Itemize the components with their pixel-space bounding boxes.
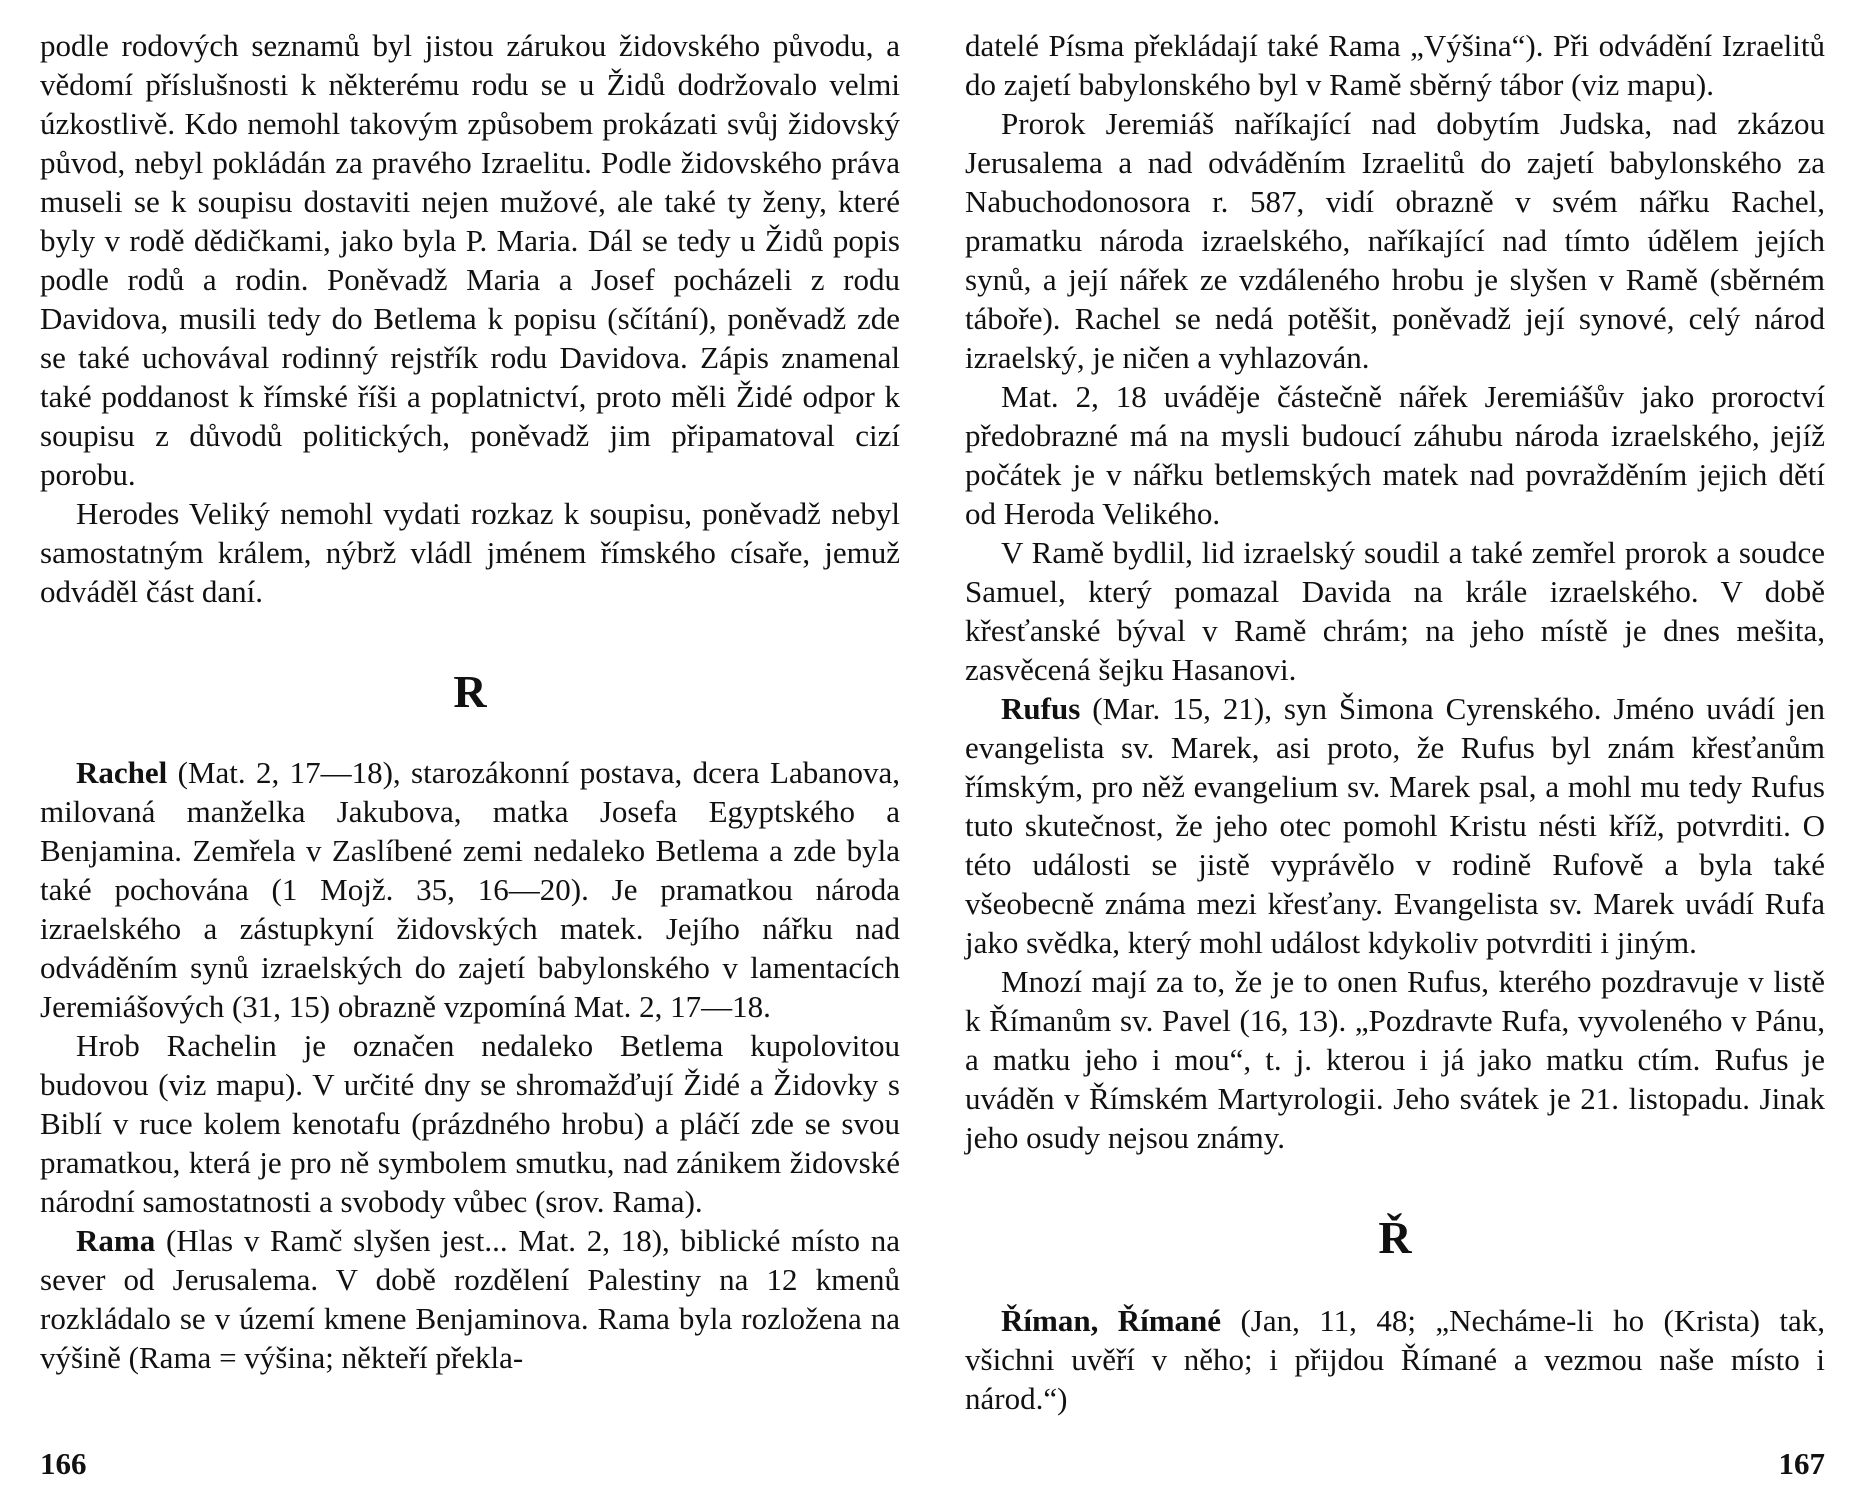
- entry-text: (Mar. 15, 21), syn Šimona Cyrenského. Jméno uvádí jen evangelista sv. Marek, asi proto, že Rufus byl znám křesťanům římským, pro něž evangelium sv. Marek psal, a mohl mu tedy Rufus tuto skutečnost, že jeho otec pomohl Kristu nésti kříž, potvrditi. O této události se jistě vyprávělo v rodině Rufově a byla také všeobecně známa mezi křesťany. Evangelista sv. Marek uvádí Rufa jako svědka, který mohl událost kdykoliv potvrditi i jiným.: [965, 691, 1825, 960]
- paragraph: podle rodových seznamů byl jistou zárukou židovského původu, a vědomí příslušnosti k některému rodu se u Židů dodržovalo velmi úzkostlivě. Kdo nemohl takovým způsobem prokázati svůj židovský původ, nebyl pokládán za pravého Izraelitu. Podle židovského práva museli se k soupisu dostaviti nejen mužové, ale také ty ženy, které byly v rodě dědičkami, jako byla P. Maria. Dál se tedy u Židů popis podle rodů a rodin. Poněvadž Maria a Josef pocházeli z rodu Davidova, musili tedy do Betlema k popisu (sčítání), poněvadž zde se také uchovával rodinný rejstřík rodu Davidova. Zápis znamenal také poddanost k římské říši a poplatnictví, proto měli Židé odpor k soupisu z důvodů politických, poněvadž jim připamatoval cizí porobu.: [40, 28, 900, 492]
- page-number: 167: [1778, 1446, 1825, 1481]
- paragraph: V Ramě bydlil, lid izraelský soudil a také zemřel prorok a soudce Samuel, který pomazal Davida na krále izraelského. V době křesťanské býval v Ramě chrám; na jeho místě je dnes mešita, zasvěcená šejku Hasanovi.: [965, 535, 1825, 687]
- entry-rachel: [40, 753, 900, 1026]
- paragraph: datelé Písma překládají také Rama „Výšina“). Při odvádění Izraelitů do zajetí babylonského byl v Ramě sběrný tábor (viz mapu).: [965, 28, 1825, 102]
- paragraph: Herodes Veliký nemohl vydati rozkaz k soupisu, poněvadž nebyl samostatným králem, nýbrž vládl jménem římského císaře, jemuž odváděl část daní.: [40, 496, 900, 609]
- section-letter-r-caron: Ř: [1378, 1212, 1412, 1263]
- entry-text: (Hlas v Ramč slyšen jest... Mat. 2, 18), biblické místo na sever od Jerusalema. V době rozdělení Palestiny na 12 kmenů rozkládalo se v území kmene Benjaminova. Rama byla rozložena na výšině (Rama = výšina; někteří překla-: [40, 1223, 900, 1375]
- paragraph: Mnozí mají za to, že je to onen Rufus, kterého pozdravuje v listě k Římanům sv. Pavel (16, 13). „Pozdravte Rufa, vyvoleného v Pánu, a matku jeho i mou“, t. j. kterou i já jako matku ctím. Rufus je uváděn v Římském Martyrologii. Jeho svátek je 21. listopadu. Jinak jeho osudy nejsou známy.: [965, 964, 1825, 1155]
- right-page: [965, 0, 1825, 1500]
- entry-rufus: [965, 689, 1825, 962]
- entry-text: (Mat. 2, 17—18), starozákonní postava, dcera Labanova, milovaná manželka Jakubova, matka Josefa Egyptského a Benjamina. Zemřela v Zaslíbené zemi nedaleko Betlema a zde byla také pochována (1 Mojž. 35, 16—20). Je pramatkou národa izraelského a zástupkyní židovských matek. Jejího nářku nad odváděním synů izraelských do zajetí babylonského v lamentacích Jeremiášových (31, 15) obrazně vzpomíná Mat. 2, 17—18.: [40, 755, 900, 1024]
- paragraph: Mat. 2, 18 uváděje částečně nářek Jeremiášův jako proroctví předobrazné má na mysli budoucí záhubu národa izraelského, jejíž počátek je v nářku betlemských matek nad povražděním jejich dětí od Heroda Velikého.: [965, 379, 1825, 531]
- headword: Rufus: [1001, 691, 1081, 726]
- entry-riman: [965, 1301, 1825, 1418]
- left-page: [40, 0, 900, 1500]
- headword: Říman, Římané: [1001, 1303, 1222, 1338]
- entry-text: (Jan, 11, 48; „Necháme-li ho (Krista) tak, všichni uvěří v něho; i přijdou Římané a vezmou naše místo i národ.“): [965, 1303, 1825, 1416]
- headword: Rachel: [76, 755, 168, 790]
- left-column: [40, 26, 900, 1377]
- right-column: [965, 26, 1825, 1418]
- section-letter-r: R: [453, 666, 487, 717]
- headword: Rama: [76, 1223, 156, 1258]
- entry-rama: [40, 1221, 900, 1377]
- paragraph: Prorok Jeremiáš naříkající nad dobytím Judska, nad zkázou Jerusalema a nad odváděním Izraelitů do zajetí babylonského za Nabuchodonosora r. 587, vidí obrazně v svém nářku Rachel, pramatku národa izraelského, naříkající nad tímto údělem jejích synů, a její nářek ze vzdáleného hrobu je slyšen v Ramě (sběrném táboře). Rachel se nedá potěšit, poněvadž její synové, celý národ izraelský, je ničen a vyhlazován.: [965, 106, 1825, 375]
- page-number: 166: [40, 1446, 87, 1481]
- paragraph: Hrob Rachelin je označen nedaleko Betlema kupolovitou budovou (viz mapu). V určité dny se shromažďují Židé a Židovky s Biblí v ruce kolem kenotafu (prázdného hrobu) a pláčí zde se svou pramatkou, která je pro ně symbolem smutku, nad zánikem židovské národní samostatnosti a svobody vůbec (srov. Rama).: [40, 1028, 900, 1219]
